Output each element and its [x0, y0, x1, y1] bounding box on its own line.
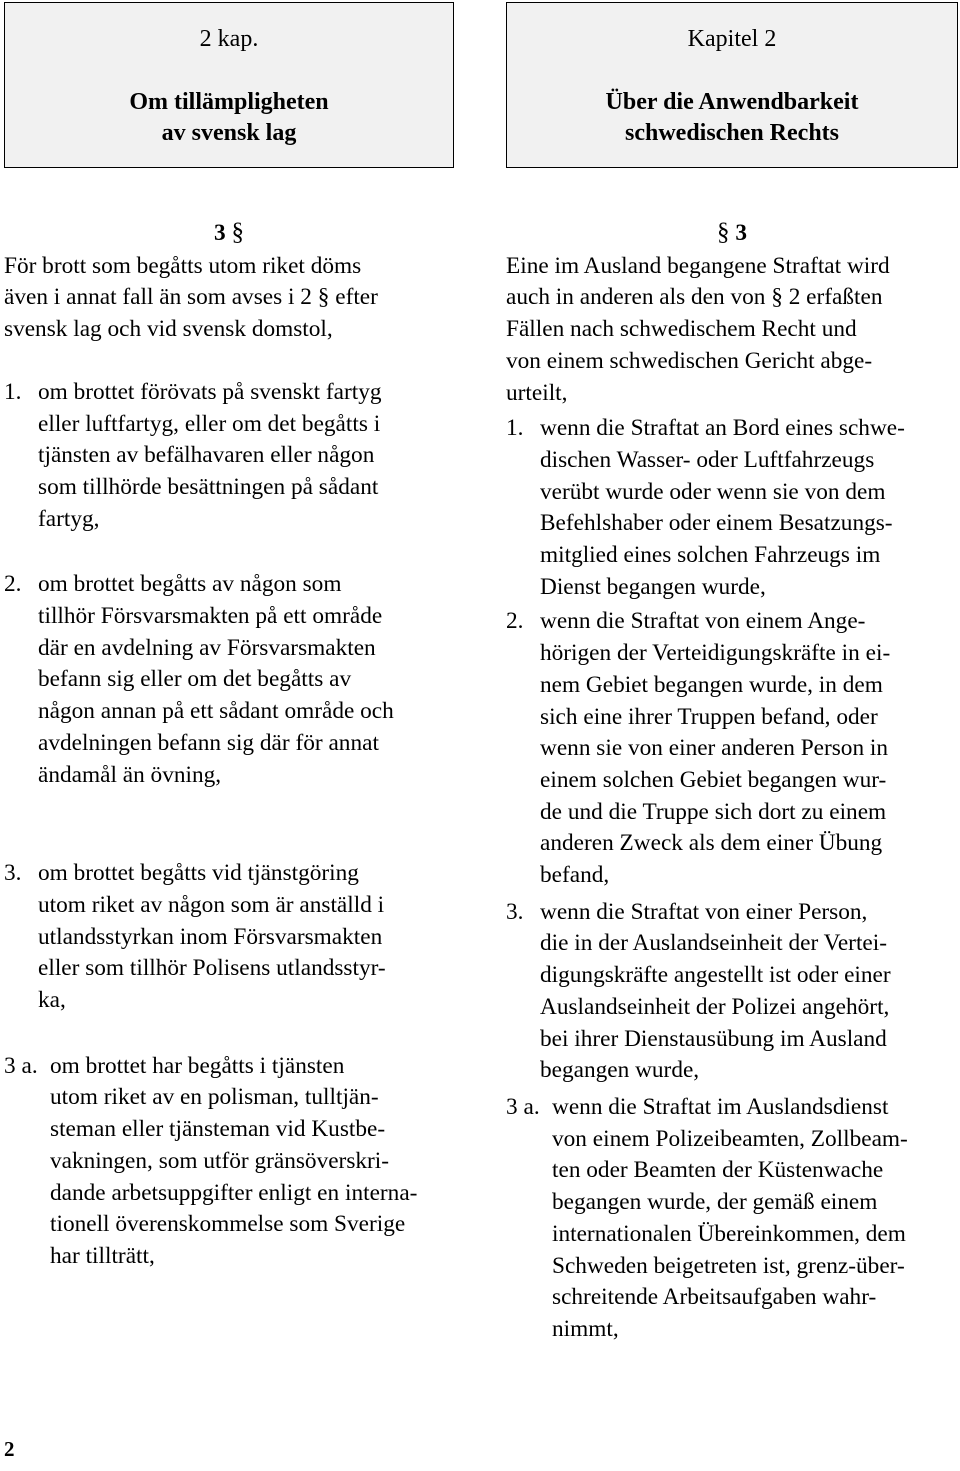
german-item-line: befand,: [540, 862, 610, 889]
swedish-item-3: [4, 858, 454, 1017]
swedish-item-line: tionell överenskommelse som Sverige: [50, 1211, 406, 1238]
german-item-line: internationalen Übereinkommen, dem: [552, 1220, 906, 1247]
page-number: 2: [4, 1437, 15, 1461]
german-item-line: einem solchen Gebiet begangen wur-: [540, 766, 887, 793]
swedish-section-symbol: §: [231, 219, 244, 246]
swedish-item-line: ka,: [38, 987, 66, 1014]
german-item-line: mitglied eines solchen Fahrzeugs im: [540, 542, 881, 569]
swedish-section-number: 3: [214, 220, 226, 246]
swedish-item-line: befann sig eller om det begåtts av: [38, 666, 352, 693]
german-item-number: 3 a.: [506, 1093, 540, 1120]
swedish-chapter-title-line2: av svensk lag: [161, 120, 297, 146]
german-item-line: Befehlshaber oder einem Besatzungs-: [540, 510, 893, 537]
german-chapter-title-line1: Über die Anwendbarkeit: [605, 89, 859, 115]
swedish-chapter-title-line1: Om tillämpligheten: [129, 89, 329, 115]
german-item-number: 1.: [506, 415, 524, 442]
swedish-item-1: [4, 377, 454, 536]
swedish-item-line: om brottet förövats på svenskt fartyg: [38, 378, 382, 405]
german-item-line: wenn sie von einer anderen Person in: [540, 735, 889, 762]
german-item-line: verübt wurde oder wenn sie von dem: [540, 478, 886, 505]
german-column: [506, 217, 958, 1346]
swedish-intro-line: svensk lag och vid svensk domstol,: [4, 316, 333, 343]
swedish-item-line: utom riket av någon som är anställd i: [38, 891, 385, 918]
swedish-chapter-header: [4, 2, 454, 168]
german-item-line: die in der Auslandseinheit der Vertei-: [540, 930, 887, 957]
swedish-intro-paragraph: [4, 251, 454, 346]
german-item-1: [506, 413, 958, 603]
german-item-line: bei ihrer Dienstausübung im Ausland: [540, 1025, 887, 1052]
german-item-line: nimmt,: [552, 1315, 619, 1342]
german-item-line: Schweden beigetreten ist, grenz-über-: [552, 1252, 905, 1279]
swedish-item-line: där en avdelning av Försvarsmakten: [38, 634, 376, 661]
german-intro-line: Eine im Ausland begangene Straftat wird: [506, 252, 890, 279]
swedish-item-line: ändamål än övning,: [38, 761, 222, 788]
swedish-item-line: någon annan på ett sådant område och: [38, 698, 394, 725]
german-intro-line: von einem schwedischen Gericht abge-: [506, 347, 873, 374]
swedish-item-line: steman eller tjänsteman vid Kustbe-: [50, 1116, 386, 1143]
german-item-line: von einem Polizeibeamten, Zollbeam-: [552, 1125, 908, 1152]
german-intro-line: auch in anderen als den von § 2 erfaßten: [506, 284, 883, 311]
german-intro-line: Fällen nach schwedischem Recht und: [506, 316, 857, 343]
swedish-item-line: avdelningen befann sig där för annat: [38, 729, 379, 756]
swedish-item-number: 3 a.: [4, 1052, 38, 1079]
german-chapter-header: [506, 2, 958, 168]
german-item-line: ten oder Beamten der Küstenwache: [552, 1157, 884, 1184]
german-item-line: Dienst begangen wurde,: [540, 573, 766, 600]
german-section-symbol: §: [717, 219, 730, 246]
swedish-item-line: eller som tillhör Polisens utlandsstyr-: [38, 955, 386, 982]
german-item-line: sich eine ihrer Truppen befand, oder: [540, 703, 878, 730]
german-item-line: Auslandseinheit der Polizei angehört,: [540, 993, 890, 1020]
german-item-3: [506, 897, 958, 1087]
german-section-number: 3: [735, 220, 747, 246]
swedish-intro-line: även i annat fall än som avses i 2 § efter: [4, 284, 378, 311]
swedish-item-line: tjänsten av befälhavaren eller någon: [38, 442, 375, 469]
german-chapter-label: Kapitel 2: [687, 26, 777, 52]
swedish-section-heading: [4, 217, 454, 250]
german-item-line: digungskräfte angestellt ist oder einer: [540, 962, 891, 989]
swedish-item-line: om brottet begåtts vid tjänstgöring: [38, 860, 359, 887]
german-item-2: [506, 606, 958, 891]
swedish-item-line: dande arbetsuppgifter enligt en interna-: [50, 1179, 418, 1206]
swedish-column: [4, 217, 454, 1273]
swedish-item-line: tillhör Försvarsmakten på ett område: [38, 603, 383, 630]
german-item-line: wenn die Straftat von einem Ange-: [540, 608, 866, 635]
swedish-item-line: utom riket av en polisman, tulltjän-: [50, 1084, 379, 1111]
german-item-line: dischen Wasser- oder Luftfahrzeugs: [540, 446, 875, 473]
german-intro-paragraph: [506, 251, 958, 410]
swedish-item-line: som tillhörde besättningen på sådant: [38, 473, 379, 500]
german-intro-line: urteilt,: [506, 379, 568, 406]
swedish-item-line: fartyg,: [38, 505, 100, 532]
german-chapter-title-line2: schwedischen Rechts: [625, 120, 839, 146]
german-item-line: de und die Truppe sich dort zu einem: [540, 798, 887, 825]
swedish-intro-line: För brott som begåtts utom riket döms: [4, 252, 362, 279]
swedish-item-number: 2.: [4, 571, 22, 598]
german-item-line: schreitende Arbeitsaufgaben wahr-: [552, 1284, 877, 1311]
swedish-item-line: om brottet har begåtts i tjänsten: [50, 1052, 345, 1079]
german-item-line: nem Gebiet begangen wurde, in dem: [540, 671, 883, 698]
german-item-line: wenn die Straftat an Bord eines schwe-: [540, 415, 905, 442]
swedish-item-number: 1.: [4, 378, 22, 405]
german-item-line: hörigen der Verteidigungskräfte in ei-: [540, 640, 891, 667]
swedish-item-line: eller luftfartyg, eller om det begåtts i: [38, 410, 381, 437]
german-item-number: 3.: [506, 898, 524, 925]
german-item-number: 2.: [506, 608, 524, 635]
german-item-line: begangen wurde, der gemäß einem: [552, 1189, 878, 1216]
german-item-line: anderen Zweck als dem einer Übung: [540, 830, 883, 857]
german-item-line: wenn die Straftat im Auslandsdienst: [552, 1093, 889, 1120]
german-item-line: begangen wurde,: [540, 1057, 700, 1084]
swedish-item-line: om brottet begåtts av någon som: [38, 571, 342, 598]
german-section-heading: [506, 217, 958, 250]
german-item-3a: [506, 1092, 958, 1346]
swedish-item-line: har tillträtt,: [50, 1242, 155, 1269]
swedish-item-3a: [4, 1051, 454, 1273]
swedish-item-number: 3.: [4, 860, 22, 887]
swedish-item-2: [4, 569, 454, 791]
swedish-chapter-label: 2 kap.: [199, 26, 259, 52]
swedish-item-line: utlandsstyrkan inom Försvarsmakten: [38, 923, 383, 950]
swedish-item-line: vakningen, som utför gränsöverskri-: [50, 1147, 390, 1174]
german-item-line: wenn die Straftat von einer Person,: [540, 898, 868, 925]
